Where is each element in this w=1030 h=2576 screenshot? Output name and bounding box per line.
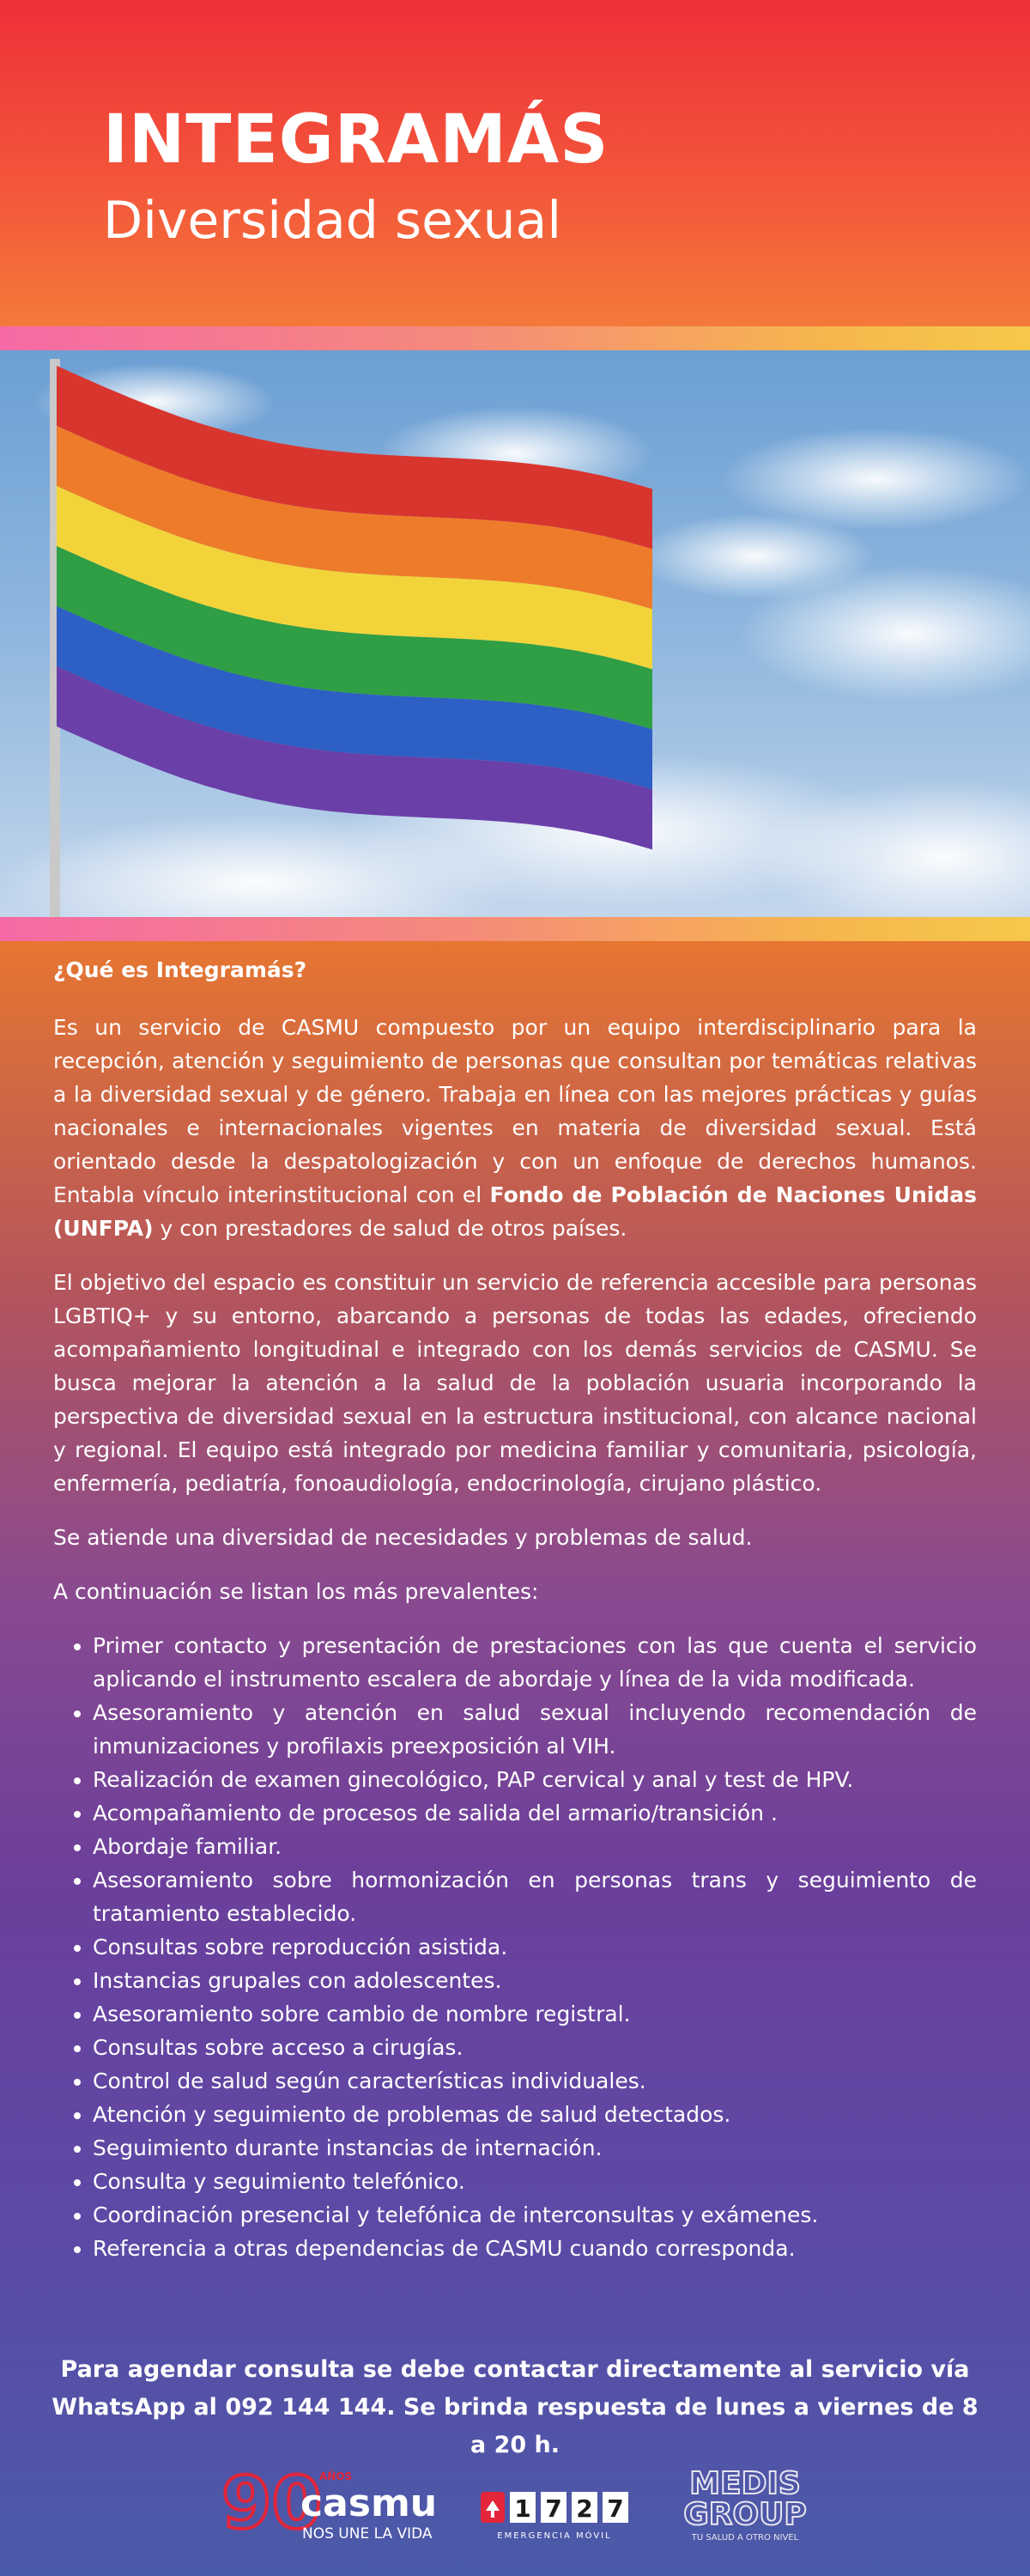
- list-item: • Instancias grupales con adolescentes.: [93, 1964, 977, 1997]
- emergencia-movil-logo: [481, 2492, 628, 2541]
- emergency-digit: 7: [607, 2494, 624, 2523]
- paragraph-objective: El objetivo del espacio es constituir un servicio de referencia accesible para personas LGBTIQ+ y su entorno, abarcando a personas de todas las edades, ofreciendo acompañamiento longitudinal e integrado con los demás servicios de CASMU. Se busca mejorar la atención a la salud de la población usuaria incorporando la perspectiva de diversidad sexual en la estructura institucional, con alcance nacional y regional. El equipo está integrado por medicina familiar y comunitaria, psicología, enfermería, pediatría, fonoaudiología, endocrinología, cirujano plástico.: [53, 1270, 977, 1496]
- emergency-digit: 1: [514, 2494, 531, 2523]
- page-subtitle: Diversidad sexual: [103, 191, 561, 251]
- casmu-wordmark: casmu: [300, 2482, 438, 2525]
- list-item: • Realización de examen ginecológico, PAP cervical y anal y test de HPV.: [93, 1763, 977, 1796]
- list-item: • Seguimiento durante instancias de internación.: [93, 2131, 977, 2165]
- medis-text: MEDIS: [689, 2466, 801, 2501]
- casmu-anos: AÑOS: [319, 2470, 353, 2482]
- list-item: • Consultas sobre acceso a cirugías.: [93, 2031, 977, 2064]
- emergency-digit: 2: [576, 2494, 593, 2523]
- paragraph-intro: [53, 1011, 977, 1245]
- gradient-stripe-bottom: [0, 917, 1030, 941]
- medis-tagline: TU SALUD A OTRO NIVEL: [691, 2533, 799, 2543]
- services-list: [53, 1629, 977, 2265]
- casmu-tagline: NOS UNE LA VIDA: [302, 2525, 433, 2543]
- paragraph-needs: Se atiende una diversidad de necesidades y problemas de salud.: [53, 1525, 753, 1550]
- intro-text-start: Es un servicio de CASMU compuesto por un equipo interdisciplinario para la recepción, atención y seguimiento de personas que consultan por temáticas relativas a la diversidad sexual y de género. Trabaja en línea con las mejores prácticas y guías nacionales e internacionales vigentes en materia de diversidad sexual. Está orientado desde la despatologización y con un enfoque de derechos humanos. Entabla vínculo interinstitucional con el: [53, 1015, 977, 1207]
- page-title: INTEGRAMÁS: [103, 101, 609, 179]
- footer-logos: [0, 2454, 1030, 2549]
- intro-text-end: y con prestadores de salud de otros países.: [153, 1216, 627, 1241]
- list-item: • Coordinación presencial y telefónica de interconsultas y exámenes.: [93, 2198, 977, 2232]
- emergency-digit: 7: [545, 2494, 562, 2523]
- list-item: • Asesoramiento sobre cambio de nombre registral.: [93, 1997, 977, 2031]
- gradient-stripe-top: [0, 326, 1030, 350]
- list-item: • Control de salud según características individuales.: [93, 2064, 977, 2098]
- rainbow-flag-illustration: [0, 350, 1030, 917]
- list-item: • Acompañamiento de procesos de salida del armario/transición .: [93, 1796, 977, 1830]
- casmu-logo: [221, 2461, 437, 2545]
- emergency-tagline: EMERGENCIA MÓVIL: [497, 2531, 612, 2541]
- section-question: ¿Qué es Integramás?: [53, 957, 307, 982]
- list-item: • Asesoramiento sobre hormonización en personas trans y seguimiento de tratamiento establecido.: [93, 1863, 977, 1930]
- list-item: • Abordaje familiar.: [93, 1830, 977, 1863]
- list-item: • Asesoramiento y atención en salud sexual incluyendo recomendación de inmunizaciones y profilaxis preexposición al VIH.: [93, 1696, 977, 1763]
- list-item: • Referencia a otras dependencias de CASMU cuando corresponda.: [93, 2232, 977, 2265]
- hero-image: [0, 350, 1030, 917]
- list-item: • Consulta y seguimiento telefónico.: [93, 2165, 977, 2198]
- unfpa-name: Fondo de Población de Naciones Unidas (UNFPA): [53, 1182, 977, 1241]
- group-text: GROUP: [683, 2497, 807, 2532]
- casmu-90-mark: 90: [221, 2461, 322, 2545]
- list-item: • Atención y seguimiento de problemas de salud detectados.: [93, 2098, 977, 2131]
- main-content: [53, 953, 977, 2265]
- medis-group-logo: [683, 2466, 807, 2543]
- header-banner: [0, 0, 1030, 326]
- list-item: • Primer contacto y presentación de prestaciones con las que cuenta el servicio aplicando el instrumento escalera de abordaje y línea de la vida modificada.: [93, 1629, 977, 1696]
- contact-call-to-action: Para agendar consulta se debe contactar directamente al servicio vía WhatsApp al 092 144 144. Se brinda respuesta de lunes a viernes de 8 a 20 h.: [52, 2356, 978, 2458]
- paragraph-list-intro: A continuación se listan los más prevalentes:: [53, 1579, 539, 1604]
- list-item: • Consultas sobre reproducción asistida.: [93, 1930, 977, 1964]
